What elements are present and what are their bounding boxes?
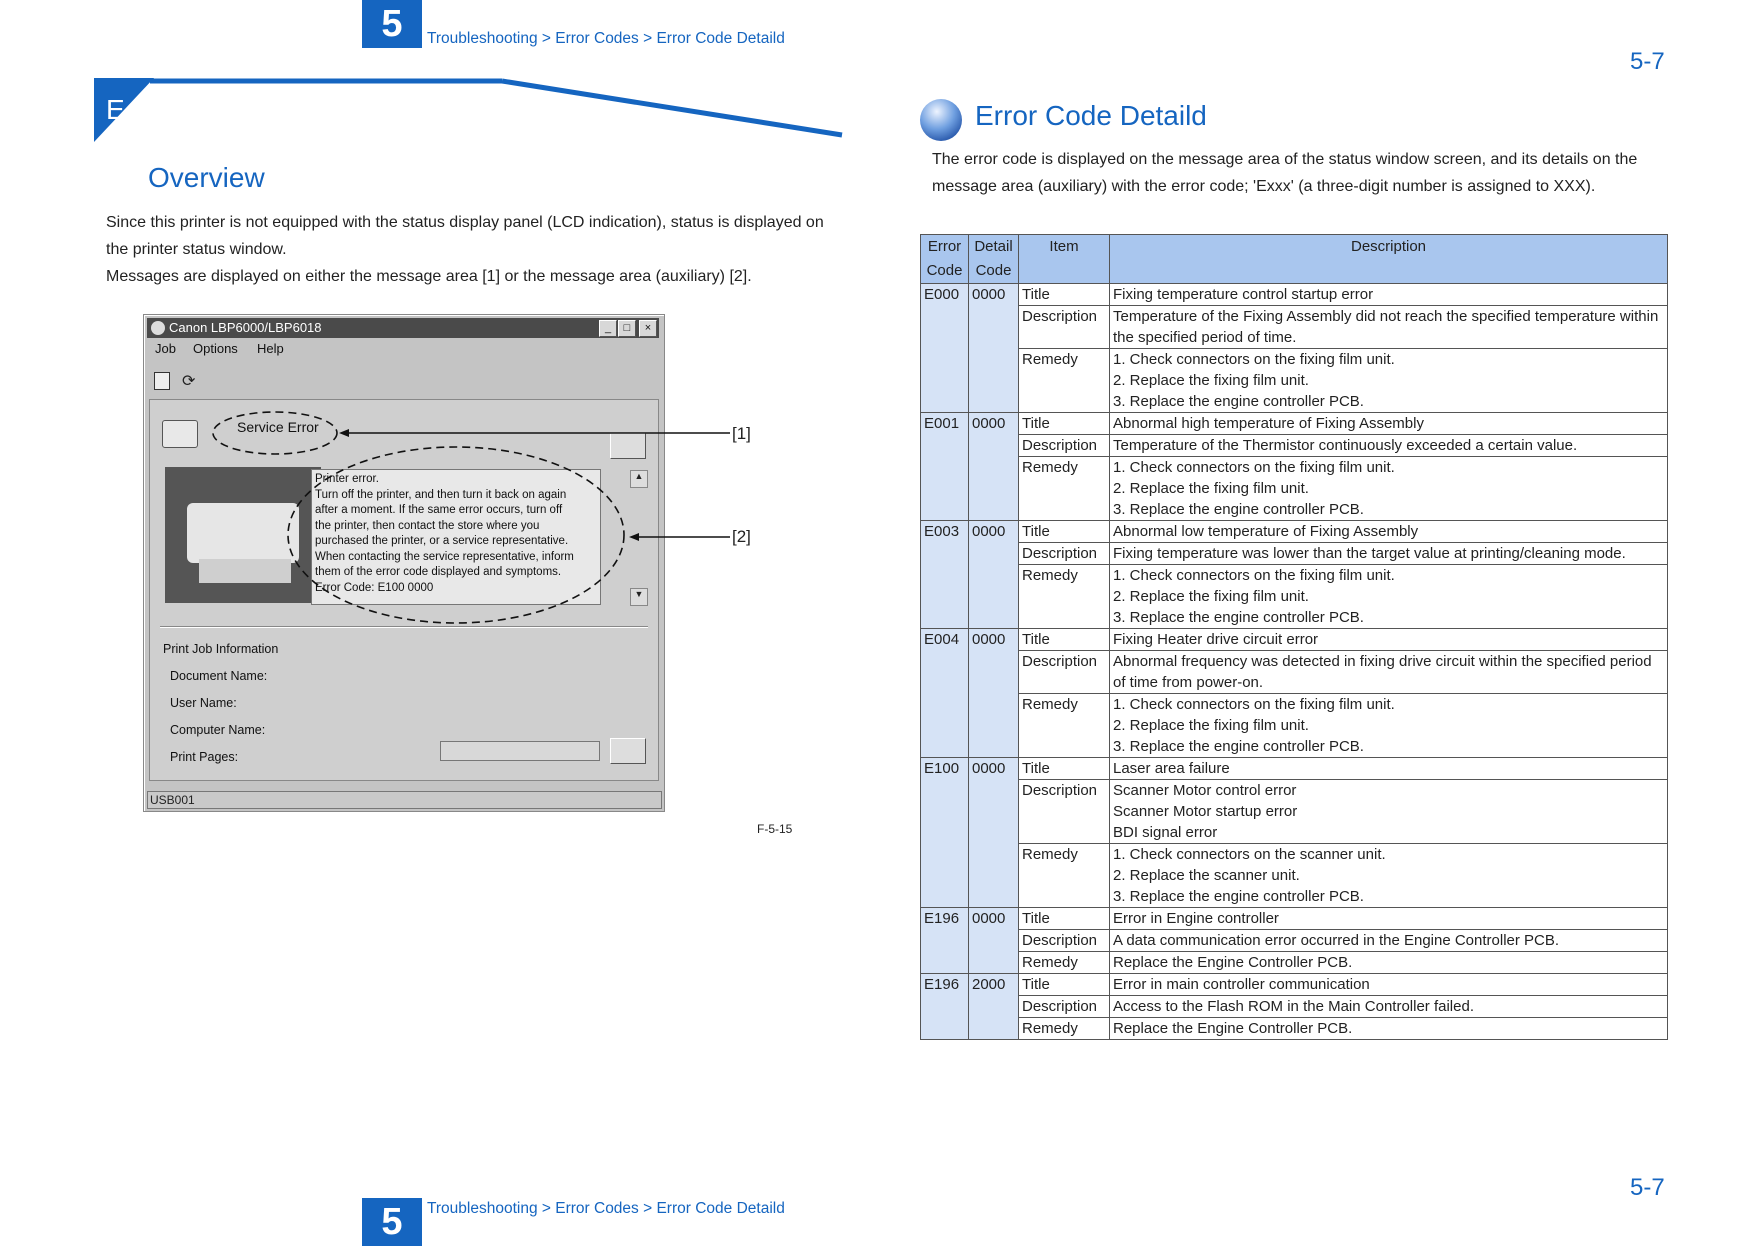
message-scroll-up[interactable]: ▲ [630, 470, 648, 488]
item-cell: Title [1019, 413, 1110, 435]
item-cell: Description [1019, 306, 1110, 349]
item-cell: Description [1019, 543, 1110, 565]
item-cell: Remedy [1019, 1018, 1110, 1040]
error-code-table [920, 234, 1668, 1040]
description-cell: Fixing temperature control startup error [1110, 284, 1668, 306]
item-cell: Title [1019, 284, 1110, 306]
header-item: Item [1019, 235, 1110, 284]
callout-overlay [143, 314, 763, 644]
item-cell: Description [1019, 780, 1110, 844]
error-code-cell: E004 [921, 629, 969, 758]
table-row [921, 930, 1668, 952]
table-row [921, 413, 1668, 435]
job-field-pages: Print Pages: [170, 750, 239, 764]
item-cell: Description [1019, 930, 1110, 952]
overview-paragraph-2: Messages are displayed on either the message area [1] or the message area (auxiliary) [2]. [106, 268, 752, 285]
table-row [921, 908, 1668, 930]
item-cell: Description [1019, 651, 1110, 694]
description-cell: Scanner Motor control error Scanner Motor startup error BDI signal error [1110, 780, 1668, 844]
description-cell: Laser area failure [1110, 758, 1668, 780]
description-cell: Temperature of the Fixing Assembly did not reach the specified temperature within the specified period of time. [1110, 306, 1668, 349]
overview-paragraph-1: Since this printer is not equipped with the status display panel (LCD indication), status is displayed on the printer status window. [106, 214, 824, 258]
message-scroll-down[interactable]: ▼ [630, 588, 648, 606]
job-field-document: Document Name: [170, 669, 268, 683]
table-row [921, 651, 1668, 694]
table-row [921, 543, 1668, 565]
chapter-badge-bottom: 5 [362, 1198, 422, 1246]
item-cell: Remedy [1019, 952, 1110, 974]
detail-code-cell: 0000 [969, 521, 1019, 629]
item-cell: Title [1019, 629, 1110, 651]
page-number-top: 5-7 [1630, 48, 1665, 75]
description-cell: Replace the Engine Controller PCB. [1110, 952, 1668, 974]
error-code-cell: E196 [921, 908, 969, 974]
description-cell: Error in main controller communication [1110, 974, 1668, 996]
breadcrumb-bottom[interactable]: Troubleshooting > Error Codes > Error Code Detaild [427, 1200, 785, 1217]
detail-code-cell: 0000 [969, 629, 1019, 758]
close-button[interactable]: × [639, 320, 657, 337]
chapter-badge-top: 5 [362, 0, 422, 48]
item-cell: Description [1019, 996, 1110, 1018]
table-body [921, 284, 1668, 1040]
job-info-title: Print Job Information [163, 642, 279, 656]
table-row [921, 694, 1668, 758]
table-row [921, 284, 1668, 306]
description-cell: 1. Check connectors on the fixing film unit. 2. Replace the fixing film unit. 3. Replace the engine controller PCB. [1110, 694, 1668, 758]
detail-code-cell: 0000 [969, 284, 1019, 413]
cancel-job-button[interactable] [610, 738, 646, 764]
intro-paragraph: The error code is displayed on the message area of the status window screen, and its details on the message area (auxiliary) with the error code; 'Exxx' (a three-digit number is assigned to XXX). [932, 151, 1638, 195]
description-cell: Fixing Heater drive circuit error [1110, 629, 1668, 651]
table-row [921, 435, 1668, 457]
progress-bar [440, 741, 600, 761]
detail-code-cell: 0000 [969, 908, 1019, 974]
table-row [921, 996, 1668, 1018]
item-cell: Description [1019, 435, 1110, 457]
section-title: Error Code Detaild [975, 100, 1207, 131]
status-message: Service Error [237, 419, 319, 435]
aux-message-area: Printer error. Turn off the printer, and then turn it back on again after a moment. If the same error occurs, turn off the printer, then contact the store where you purchased the printer, or a service representative. When contacting the service representative, inform them of the error code displayed and symptoms. Error Code: E100 0000 [311, 469, 601, 605]
description-cell: Access to the Flash ROM in the Main Controller failed. [1110, 996, 1668, 1018]
header-detail-code: Detail Code [969, 235, 1019, 284]
detail-code-cell: 0000 [969, 758, 1019, 908]
item-cell: Remedy [1019, 694, 1110, 758]
item-cell: Remedy [1019, 457, 1110, 521]
banner-letter: E [106, 94, 125, 125]
refresh-icon[interactable]: ⟳ [182, 373, 196, 390]
description-cell: Temperature of the Thermistor continuously exceeded a certain value. [1110, 435, 1668, 457]
job-field-user: User Name: [170, 696, 237, 710]
item-cell: Title [1019, 758, 1110, 780]
table-row [921, 1018, 1668, 1040]
description-cell: Abnormal low temperature of Fixing Assembly [1110, 521, 1668, 543]
figure-label: F-5-15 [757, 822, 793, 836]
table-row [921, 349, 1668, 413]
menu-help[interactable]: Help [257, 341, 284, 356]
description-cell: 1. Check connectors on the fixing film unit. 2. Replace the fixing film unit. 3. Replace the engine controller PCB. [1110, 349, 1668, 413]
callout-2: [2] [732, 527, 751, 546]
description-cell: 1. Check connectors on the fixing film unit. 2. Replace the fixing film unit. 3. Replace the engine controller PCB. [1110, 565, 1668, 629]
error-code-cell: E196 [921, 974, 969, 1040]
item-cell: Title [1019, 521, 1110, 543]
job-field-computer: Computer Name: [170, 723, 266, 737]
callout-1: [1] [732, 424, 751, 443]
error-code-cell: E001 [921, 413, 969, 521]
menu-job[interactable]: Job [155, 341, 176, 356]
breadcrumb-top[interactable]: Troubleshooting > Error Codes > Error Code Detaild [427, 30, 785, 47]
item-cell: Remedy [1019, 565, 1110, 629]
table-row [921, 457, 1668, 521]
description-cell: Abnormal high temperature of Fixing Assembly [1110, 413, 1668, 435]
description-cell: Fixing temperature was lower than the target value at printing/cleaning mode. [1110, 543, 1668, 565]
description-cell: Abnormal frequency was detected in fixing drive circuit within the specified period of time from power-on. [1110, 651, 1668, 694]
table-row [921, 952, 1668, 974]
header-description: Description [1110, 235, 1668, 284]
description-cell: 1. Check connectors on the fixing film unit. 2. Replace the fixing film unit. 3. Replace the engine controller PCB. [1110, 457, 1668, 521]
item-cell: Remedy [1019, 844, 1110, 908]
minimize-button[interactable]: _ [599, 320, 617, 337]
table-row [921, 844, 1668, 908]
error-code-cell: E000 [921, 284, 969, 413]
table-row [921, 758, 1668, 780]
description-cell: Error in Engine controller [1110, 908, 1668, 930]
table-row [921, 629, 1668, 651]
item-cell: Remedy [1019, 349, 1110, 413]
header-error-code: Error Code [921, 235, 969, 284]
error-code-cell: E003 [921, 521, 969, 629]
description-cell: 1. Check connectors on the scanner unit. 2. Replace the scanner unit. 3. Replace the engine controller PCB. [1110, 844, 1668, 908]
window-title: Canon LBP6000/LBP6018 [169, 320, 322, 335]
detail-code-cell: 0000 [969, 413, 1019, 521]
table-row [921, 780, 1668, 844]
table-row [921, 521, 1668, 543]
description-cell: A data communication error occurred in the Engine Controller PCB. [1110, 930, 1668, 952]
detail-code-cell: 2000 [969, 974, 1019, 1040]
section-banner [94, 78, 846, 144]
item-cell: Title [1019, 974, 1110, 996]
status-bar: USB001 [147, 791, 662, 809]
overview-heading: Overview [148, 162, 265, 193]
table-row [921, 974, 1668, 996]
description-cell: Replace the Engine Controller PCB. [1110, 1018, 1668, 1040]
table-row [921, 306, 1668, 349]
item-cell: Title [1019, 908, 1110, 930]
table-row [921, 565, 1668, 629]
menu-options[interactable]: Options [193, 341, 238, 356]
table-header-row [921, 235, 1668, 284]
page-number-bottom: 5-7 [1630, 1174, 1665, 1201]
section-sphere-icon [919, 98, 963, 142]
error-code-cell: E100 [921, 758, 969, 908]
maximize-button[interactable]: □ [618, 320, 636, 337]
